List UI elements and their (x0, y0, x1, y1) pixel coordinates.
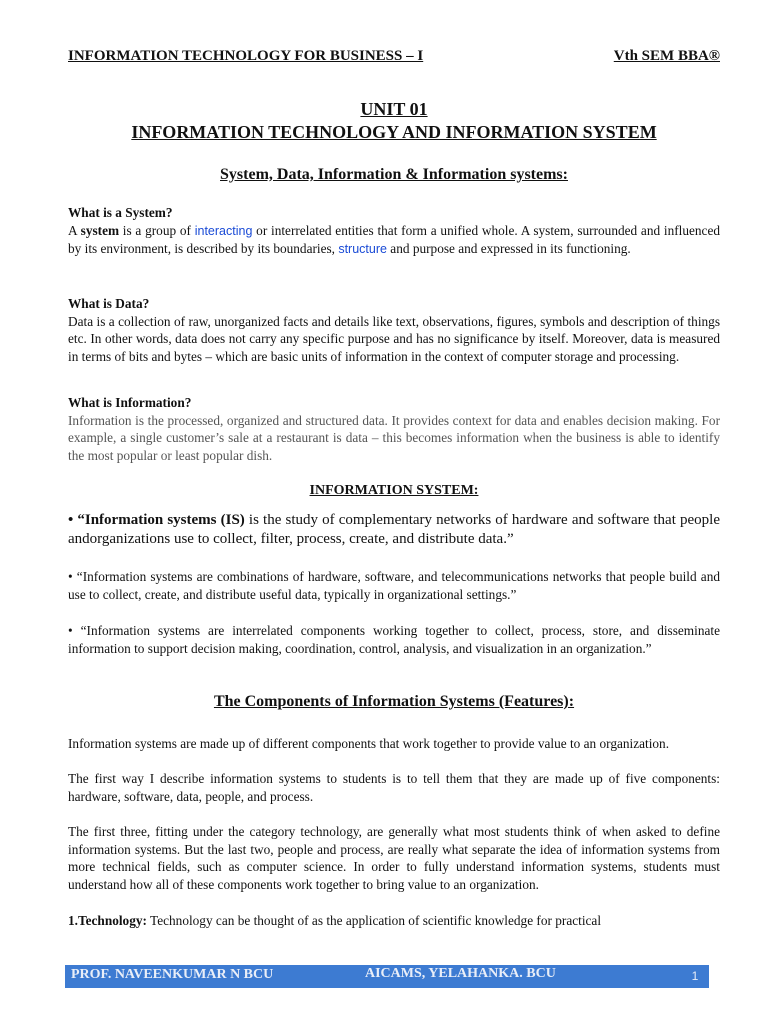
is-definition-1 (68, 511, 720, 549)
system-text-3: or interrelated entities that form a unified whole. A system, surrounded and influenced by its environment, is described by its boundaries, (68, 222, 720, 256)
link-interacting[interactable]: interacting (194, 223, 253, 238)
header-course-title: INFORMATION TECHNOLOGY FOR BUSINESS – I (68, 48, 424, 64)
components-paragraph-2: The first way I describe information systems to students is to tell them that they are made up of five components: hardware, software, data, people, and process. (68, 771, 720, 804)
page-header (68, 48, 720, 65)
system-question: What is a System? (68, 205, 173, 220)
page-footer (65, 965, 709, 988)
system-text-1: A (68, 222, 81, 238)
unit-title: INFORMATION TECHNOLOGY AND INFORMATION SYSTEM (131, 122, 657, 142)
is-definition-1-bold: • “Information systems (IS) (68, 512, 245, 528)
technology-heading: 1.Technology: (68, 913, 147, 928)
components-paragraph-3: The first three, fitting under the category technology, are generally what most students think of when asked to define information systems. But the last two, people and process, are really what separate the idea of information systems from more technical fields, such as computer science. In order to fully understand information systems, students must understand how all of these components work together to bring value to an organization. (68, 824, 720, 892)
unit-number: UNIT 01 (360, 99, 428, 119)
data-definition: Data is a collection of raw, unorganized facts and details like text, observations, figures, symbols and description of things etc. In other words, data does not carry any specific purpose and has no significance by itself. Moreover, data is measured in terms of bits and bytes – which are basic units of information in the context of computer storage and processing. (68, 313, 720, 364)
information-definition: Information is the processed, organized and structured data. It provides context for data and enables decision making. For example, a single customer’s sale at a restaurant is data – this becomes information when the business is able to identify the most popular or least popular dish. (68, 412, 720, 463)
footer-page-number: 1 (691, 969, 699, 983)
system-text-4: and purpose and expressed in its functioning. (386, 241, 631, 256)
system-text-2: is a group of (119, 222, 195, 238)
information-section (68, 394, 720, 464)
technology-text: Technology can be thought of as the application of scientific knowledge for practical (146, 913, 602, 928)
system-definition (68, 222, 720, 259)
data-section (68, 295, 720, 365)
header-semester: Vth SEM BBA® (613, 48, 720, 64)
components-paragraph-1: Information systems are made up of different components that work together to provide value to an organization. (68, 736, 670, 751)
information-system-title: INFORMATION SYSTEM: (309, 483, 479, 498)
technology-paragraph (68, 912, 720, 930)
system-section (68, 204, 720, 259)
is-definition-2: • “Information systems are combinations of hardware, software, and telecommunications networks that people build and use to collect, create, and distribute useful data, typically in organizational settings.” (68, 569, 720, 602)
data-question: What is Data? (68, 296, 150, 311)
information-question: What is Information? (68, 395, 192, 410)
system-bold-term: system (80, 222, 120, 238)
section-title-system-data: System, Data, Information & Information systems: (220, 166, 568, 183)
components-title: The Components of Information Systems (Features): (213, 693, 575, 710)
footer-author: PROF. NAVEENKUMAR N BCU (71, 967, 274, 982)
is-definition-3: • “Information systems are interrelated components working together to collect, process, store, and disseminate information to support decision making, coordination, control, analysis, and visualization in an organization.” (68, 623, 720, 656)
link-structure[interactable]: structure (338, 242, 387, 256)
footer-institution: AICAMS, YELAHANKA. BCU (365, 966, 556, 981)
is-definition-1-text: is the study of complementary networks of hardware and software that people andorganizations use to collect, filter, process, create, and distribute data.” (68, 512, 720, 547)
